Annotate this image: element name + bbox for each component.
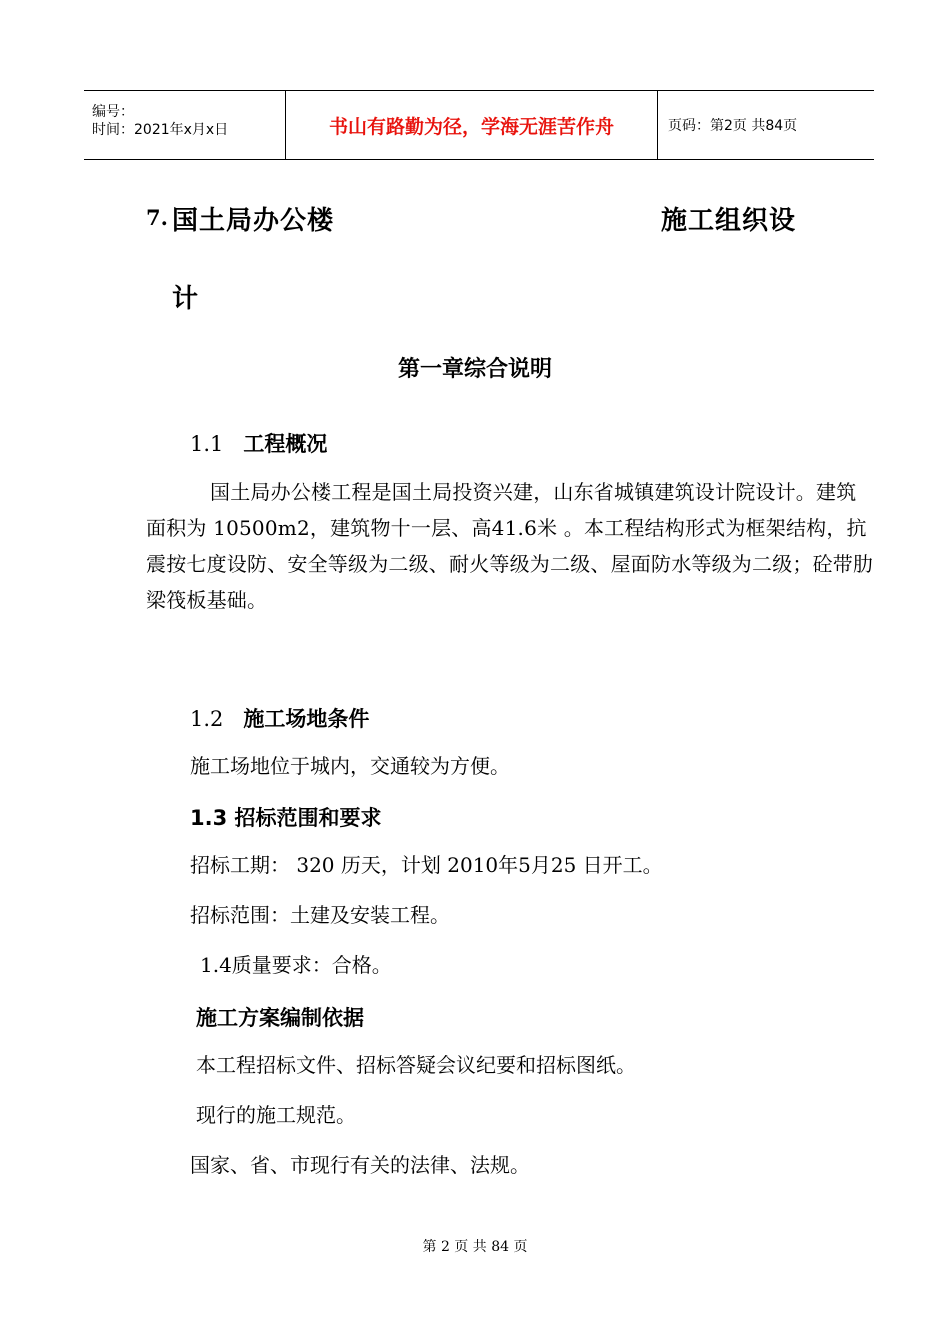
header-motto: 书山有路勤为径，学海无涯苦作舟 (285, 91, 658, 159)
chapter-heading: 第一章综合说明 (397, 357, 552, 382)
title-number: 7. (146, 205, 168, 230)
section-1-1-heading (190, 428, 327, 458)
basis-item-1: 本工程招标文件、招标答疑会议纪要和招标图纸。 (196, 1053, 636, 1077)
document-header (84, 90, 874, 160)
header-code-label: 编号： (92, 104, 134, 120)
title-part-1: 国土局办公楼 (172, 206, 335, 236)
title-part-2: 施工组织设 (661, 206, 797, 236)
tender-period: 招标工期： 320 历天，计划 2010年5月25 日开工。 (190, 853, 663, 877)
tender-scope: 招标范围：土建及安装工程。 (190, 903, 450, 927)
header-page-info: 页码：第2页 共84页 (668, 118, 798, 134)
title-part-3: 计 (172, 284, 199, 314)
section-1-1-body: 国土局办公楼工程是国土局投资兴建，山东省城镇建筑设计院设计。建筑面积为 10500m2，建筑物十一层、高41.6米 。本工程结构形式为框架结构，抗震按七度设防、安全等级为二级、耐火等级为二级、屋面防水等级为二级；砼带肋梁筏板基础。 (146, 480, 874, 612)
section-1-2-heading (190, 703, 369, 733)
basis-heading: 施工方案编制依据 (196, 1006, 364, 1030)
header-date: 时间：2021年x月x日 (92, 122, 229, 138)
page-footer: 第 2 页 共 84 页 (422, 1239, 528, 1255)
section-number: 1.2 (190, 707, 224, 731)
section-number: 1.1 (190, 432, 224, 456)
section-title: 施工场地条件 (243, 707, 370, 731)
header-meta (84, 91, 285, 159)
section-1-3-heading: 1.3 招标范围和要求 (190, 806, 382, 830)
section-1-2-body: 施工场地位于城内，交通较为方便。 (190, 754, 510, 778)
section-title: 工程概况 (243, 432, 328, 456)
quality-requirement: 1.4质量要求：合格。 (200, 953, 392, 977)
basis-item-2: 现行的施工规范。 (196, 1103, 356, 1127)
basis-item-3: 国家、省、市现行有关的法律、法规。 (190, 1153, 530, 1177)
